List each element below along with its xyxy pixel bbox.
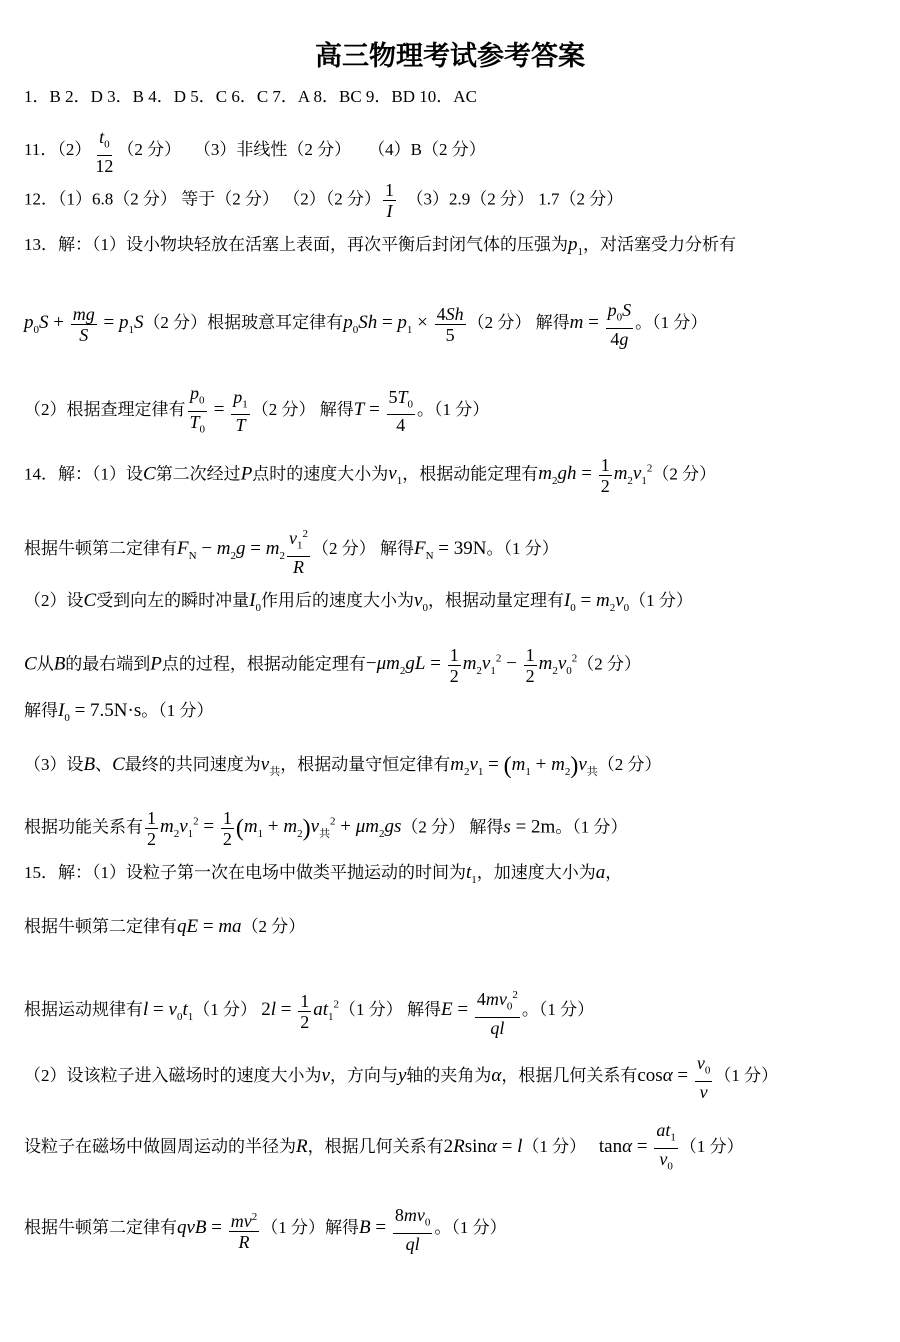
answer-14-line-7: 根据功能关系有 $\frac{1}{2}$ $m_2v_1^2$ = $\frac{1}{2}$ $(m_1 + m_2)v_共^2 + \mu m_2gs(2$ 分） 解得s = 2m。（1 分） [24, 808, 628, 849]
answer-11: 11．（2） $\frac{t_0}{12}$ （2 分） （3）非线性（2 分） （4）B（2 分） [24, 127, 486, 176]
answer-15-line-1: 15．解：（1）设粒子第一次在电场中做类平抛运动的时间为$t_1$，加速度大小为a， [24, 862, 623, 886]
answer-14-line-6: （3）设B、C最终的共同速度为$v_共$，根据动量守恒定律有$m_2v_1 = (m_1 + m_2)v_共(2$ 分） [24, 753, 662, 780]
answer-13-line-3: （2）根据查理定律有 $\frac{p_0}{T_0}$ = $\frac{p_1}{T}$ （2 分） 解得T = $\frac{5T_0}{4}$ 。（1 分） [24, 383, 490, 436]
multiple-choice-answers: 1．B 2．D 3．B 4．D 5．C 6．C 7．A 8．BC 9．BD 10．AC [24, 87, 477, 106]
answer-13-line-2: $p_0S$ + $\frac{mg}{S}$ = $p_1S(2$ 分）根据玻意耳定律有$p_0Sh = p_1$ × $\frac{4Sh}{5}$ （2 分） 解得m = $\frac{p_0S}{4g}$ 。（1 分） [24, 300, 708, 349]
answer-15-line-5: 设粒子在磁场中做圆周运动的半径为R，根据几何关系有2Rsinα = l（1 分） tanα = $\frac{at_1}{v_0}$ （1 分） [24, 1120, 744, 1173]
answer-14-line-2: 根据牛顿第二定律有$F_N - m_2g = m_2$ $\frac{v_1^2}{R}$ （2 分） 解得$F_N = 39N$。（1 分） [24, 524, 884, 577]
answer-14-line-5: 解得$I_0 = 7.5N\cdot s$。（1 分） [24, 700, 214, 724]
answer-15-line-2: 根据牛顿第二定律有qE = ma（2 分） [24, 916, 306, 937]
answer-15-line-3: 根据运动规律有$l = v_0t_1(1$ 分） 2l = $\frac{1}{2}$ $at_1^2(1$ 分） 解得E = $\frac{4mv_0^2}{ql}$ 。（1 分） [24, 985, 884, 1038]
answer-15-line-6: 根据牛顿第二定律有qvB = $\frac{mv^2}{R}$ （1 分）解得B = $\frac{8mv_0}{ql}$ 。（1 分） [24, 1205, 507, 1254]
answer-13-line-1: 13．解：（1）设小物块轻放在活塞上表面，再次平衡后封闭气体的压强为$p_1$，对活塞受力分析有 [24, 234, 736, 258]
answer-14-line-1: 14．解：（1）设C第二次经过P点时的速度大小为$v_1$，根据动能定理有$m_2gh$ = $\frac{1}{2}$ $m_2v_1^2(2$ 分） [24, 455, 717, 496]
answer-14-line-3: （2）设C受到向左的瞬时冲量$I_0$作用后的速度大小为$v_0$，根据动量定理有$I_0 = m_2v_0(1$ 分） [24, 590, 693, 614]
answer-14-line-4: C从B的最右端到P点的过程，根据动能定理有$-\mu m_2gL$ = $\frac{1}{2}$ $m_2v_1^2$ − $\frac{1}{2}$ $m_2v_0^2(2$ 分） [24, 645, 641, 686]
answer-12: 12．（1）6.8（2 分） 等于（2 分） （2）（2 分） $\frac{1}{I}$ （3）2.9（2 分） 1.7（2 分） [24, 180, 624, 221]
answer-15-line-4: （2）设该粒子进入磁场时的速度大小为v，方向与y轴的夹角为α，根据几何关系有cosα = $\frac{v_0}{v}$ （1 分） [24, 1053, 779, 1102]
page-title: 高三物理考试参考答案 [315, 41, 585, 72]
